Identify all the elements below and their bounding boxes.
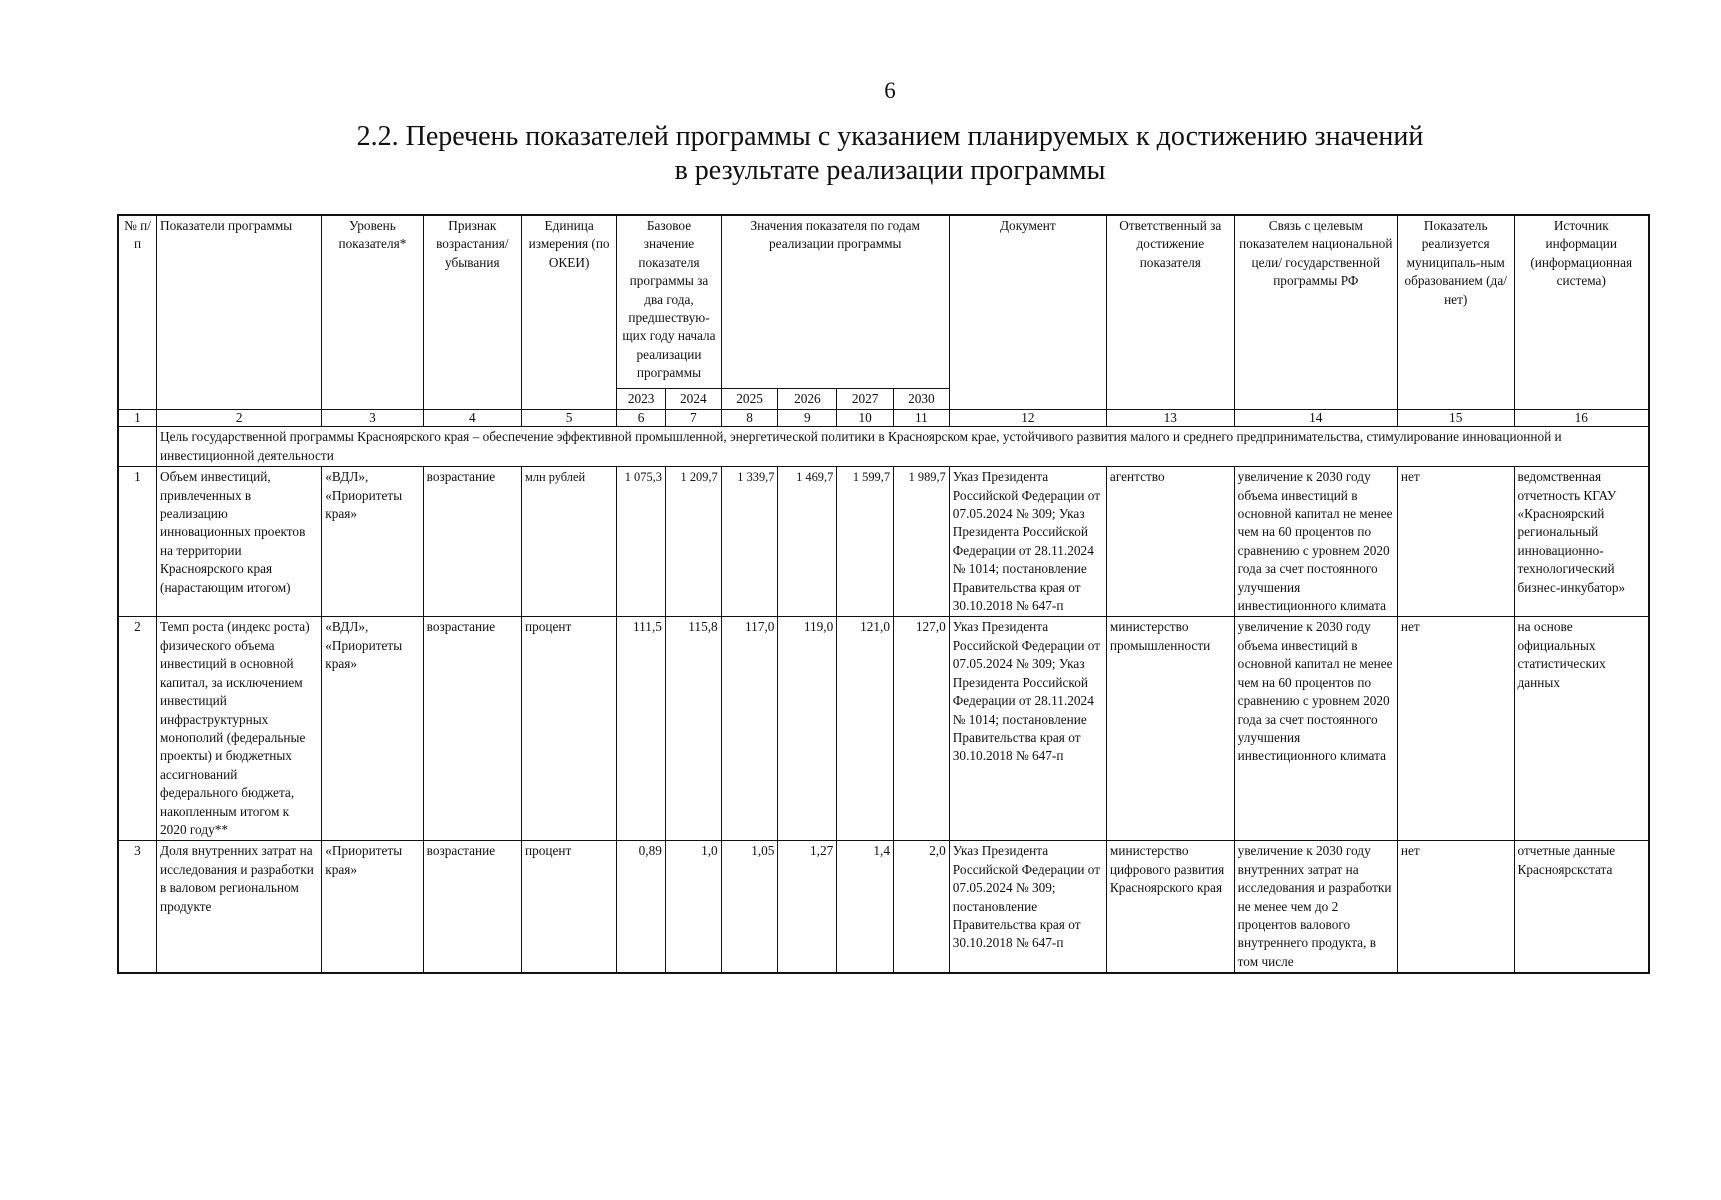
row-responsible: агентство <box>1106 467 1234 617</box>
row-responsible: министерство промышленности <box>1106 617 1234 841</box>
header-year-2030: 2030 <box>894 389 950 410</box>
row-unit: процент <box>521 617 616 841</box>
column-numbers-row <box>118 410 1649 427</box>
row-source: на основе официальных статистических данных <box>1514 617 1649 841</box>
row-value-2026: 119,0 <box>778 617 837 841</box>
row-trend: возрастание <box>423 617 521 841</box>
indicators-table <box>117 214 1650 974</box>
column-number: 5 <box>521 410 616 427</box>
row-value-2027: 1,4 <box>837 841 894 973</box>
header-year-2027: 2027 <box>837 389 894 410</box>
header-trend: Признак возрастания/ убывания <box>423 215 521 410</box>
row-value-2025: 1 339,7 <box>721 467 778 617</box>
page-title <box>0 120 1721 188</box>
header-link: Связь с целевым показателем национальной цели/ государственной программы РФ <box>1234 215 1397 410</box>
row-value-2025: 1,05 <box>721 841 778 973</box>
header-years-group: Значения показателя по годам реализации программы <box>721 215 949 389</box>
row-trend: возрастание <box>423 467 521 617</box>
row-indicator: Темп роста (индекс роста) физического объема инвестиций в основной капитал, за исключением инвестиций инфраструктурных монополий (федеральные проекты) и бюджетных ассигнований федерального бюджета, накопленным итогом к 2020 году** <box>157 617 322 841</box>
column-number: 3 <box>322 410 423 427</box>
header-num: № п/п <box>118 215 157 410</box>
row-unit: процент <box>521 841 616 973</box>
column-number: 15 <box>1397 410 1514 427</box>
row-source: ведомственная отчетность КГАУ «Красноярский региональный инновационно-технологический бизнес-инкубатор» <box>1514 467 1649 617</box>
column-number: 12 <box>949 410 1106 427</box>
column-number: 7 <box>665 410 721 427</box>
header-base: Базовое значение показателя программы за два года, предшествую-щих году начала реализации программы <box>617 215 721 389</box>
row-value-2026: 1,27 <box>778 841 837 973</box>
row-num: 1 <box>118 467 157 617</box>
row-value-2023: 111,5 <box>617 617 666 841</box>
row-value-2023: 1 075,3 <box>617 467 666 617</box>
column-number: 14 <box>1234 410 1397 427</box>
header-responsible: Ответственный за достижение показателя <box>1106 215 1234 410</box>
page-number: 6 <box>884 78 896 103</box>
column-number: 11 <box>894 410 950 427</box>
row-level: «ВДЛ», «Приоритеты края» <box>322 617 423 841</box>
row-value-2025: 117,0 <box>721 617 778 841</box>
header-document: Документ <box>949 215 1106 410</box>
goal-empty-cell <box>118 427 157 467</box>
header-year-2024: 2024 <box>665 389 721 410</box>
column-number: 8 <box>721 410 778 427</box>
row-source: отчетные данные Красноярскстата <box>1514 841 1649 973</box>
header-year-2023: 2023 <box>617 389 666 410</box>
table-row <box>118 467 1649 617</box>
title-line-2: в результате реализации программы <box>674 155 1106 186</box>
row-value-2024: 1 209,7 <box>665 467 721 617</box>
row-value-2026: 1 469,7 <box>778 467 837 617</box>
column-number: 6 <box>617 410 666 427</box>
row-value-2027: 1 599,7 <box>837 467 894 617</box>
row-municipal: нет <box>1397 467 1514 617</box>
header-indicator: Показатели программы <box>157 215 322 410</box>
column-number: 10 <box>837 410 894 427</box>
header-source: Источник информации (информационная система) <box>1514 215 1649 410</box>
row-value-2030: 2,0 <box>894 841 950 973</box>
title-line-1: 2.2. Перечень показателей программы с указанием планируемых к достижению значений <box>356 121 1424 152</box>
table-row <box>118 617 1649 841</box>
row-indicator: Объем инвестиций, привлеченных в реализацию инновационных проектов на территории Красноярского края (нарастающим итогом) <box>157 467 322 617</box>
row-trend: возрастание <box>423 841 521 973</box>
header-level: Уровень показателя* <box>322 215 423 410</box>
row-indicator: Доля внутренних затрат на исследования и разработки в валовом региональном продукте <box>157 841 322 973</box>
row-level: «Приоритеты края» <box>322 841 423 973</box>
row-value-2024: 1,0 <box>665 841 721 973</box>
row-responsible: министерство цифрового развития Красноярского края <box>1106 841 1234 973</box>
header-unit: Единица измерения (по ОКЕИ) <box>521 215 616 410</box>
row-municipal: нет <box>1397 617 1514 841</box>
goal-text: Цель государственной программы Красноярского края – обеспечение эффективной промышленной, энергетической политики в Красноярском крае, устойчивого развития малого и среднего предпринимательства, стимулирование инновационной и инвестиционной деятельности <box>157 427 1649 467</box>
column-number: 1 <box>118 410 157 427</box>
header-municipal: Показатель реализуется муниципаль-ным образованием (да/нет) <box>1397 215 1514 410</box>
row-document: Указ Президента Российской Федерации от 07.05.2024 № 309; Указ Президента Российской Федерации от 28.11.2024 № 1014; постановление Правительства края от 30.10.2018 № 647-п <box>949 467 1106 617</box>
row-num: 2 <box>118 617 157 841</box>
row-unit: млн рублей <box>521 467 616 617</box>
column-number: 16 <box>1514 410 1649 427</box>
row-value-2023: 0,89 <box>617 841 666 973</box>
row-municipal: нет <box>1397 841 1514 973</box>
row-link: увеличение к 2030 году внутренних затрат на исследования и разработки не менее чем до 2 процентов валового внутреннего продукта, в том числе <box>1234 841 1397 973</box>
column-number: 2 <box>157 410 322 427</box>
row-value-2030: 127,0 <box>894 617 950 841</box>
column-number: 4 <box>423 410 521 427</box>
goal-row <box>118 427 1649 467</box>
header-year-2026: 2026 <box>778 389 837 410</box>
row-num: 3 <box>118 841 157 973</box>
row-value-2027: 121,0 <box>837 617 894 841</box>
table-row <box>118 841 1649 973</box>
row-document: Указ Президента Российской Федерации от 07.05.2024 № 309; постановление Правительства края от 30.10.2018 № 647-п <box>949 841 1106 973</box>
row-value-2030: 1 989,7 <box>894 467 950 617</box>
header-year-2025: 2025 <box>721 389 778 410</box>
row-level: «ВДЛ», «Приоритеты края» <box>322 467 423 617</box>
row-link: увеличение к 2030 году объема инвестиций в основной капитал не менее чем на 60 процентов по сравнению с уровнем 2020 года за счет постоянного улучшения инвестиционного климата <box>1234 467 1397 617</box>
row-value-2024: 115,8 <box>665 617 721 841</box>
column-number: 13 <box>1106 410 1234 427</box>
row-link: увеличение к 2030 году объема инвестиций в основной капитал не менее чем на 60 процентов по сравнению с уровнем 2020 года за счет постоянного улучшения инвестиционного климата <box>1234 617 1397 841</box>
row-document: Указ Президента Российской Федерации от 07.05.2024 № 309; Указ Президента Российской Федерации от 28.11.2024 № 1014; постановление Правительства края от 30.10.2018 № 647-п <box>949 617 1106 841</box>
header-row <box>118 215 1649 389</box>
column-number: 9 <box>778 410 837 427</box>
